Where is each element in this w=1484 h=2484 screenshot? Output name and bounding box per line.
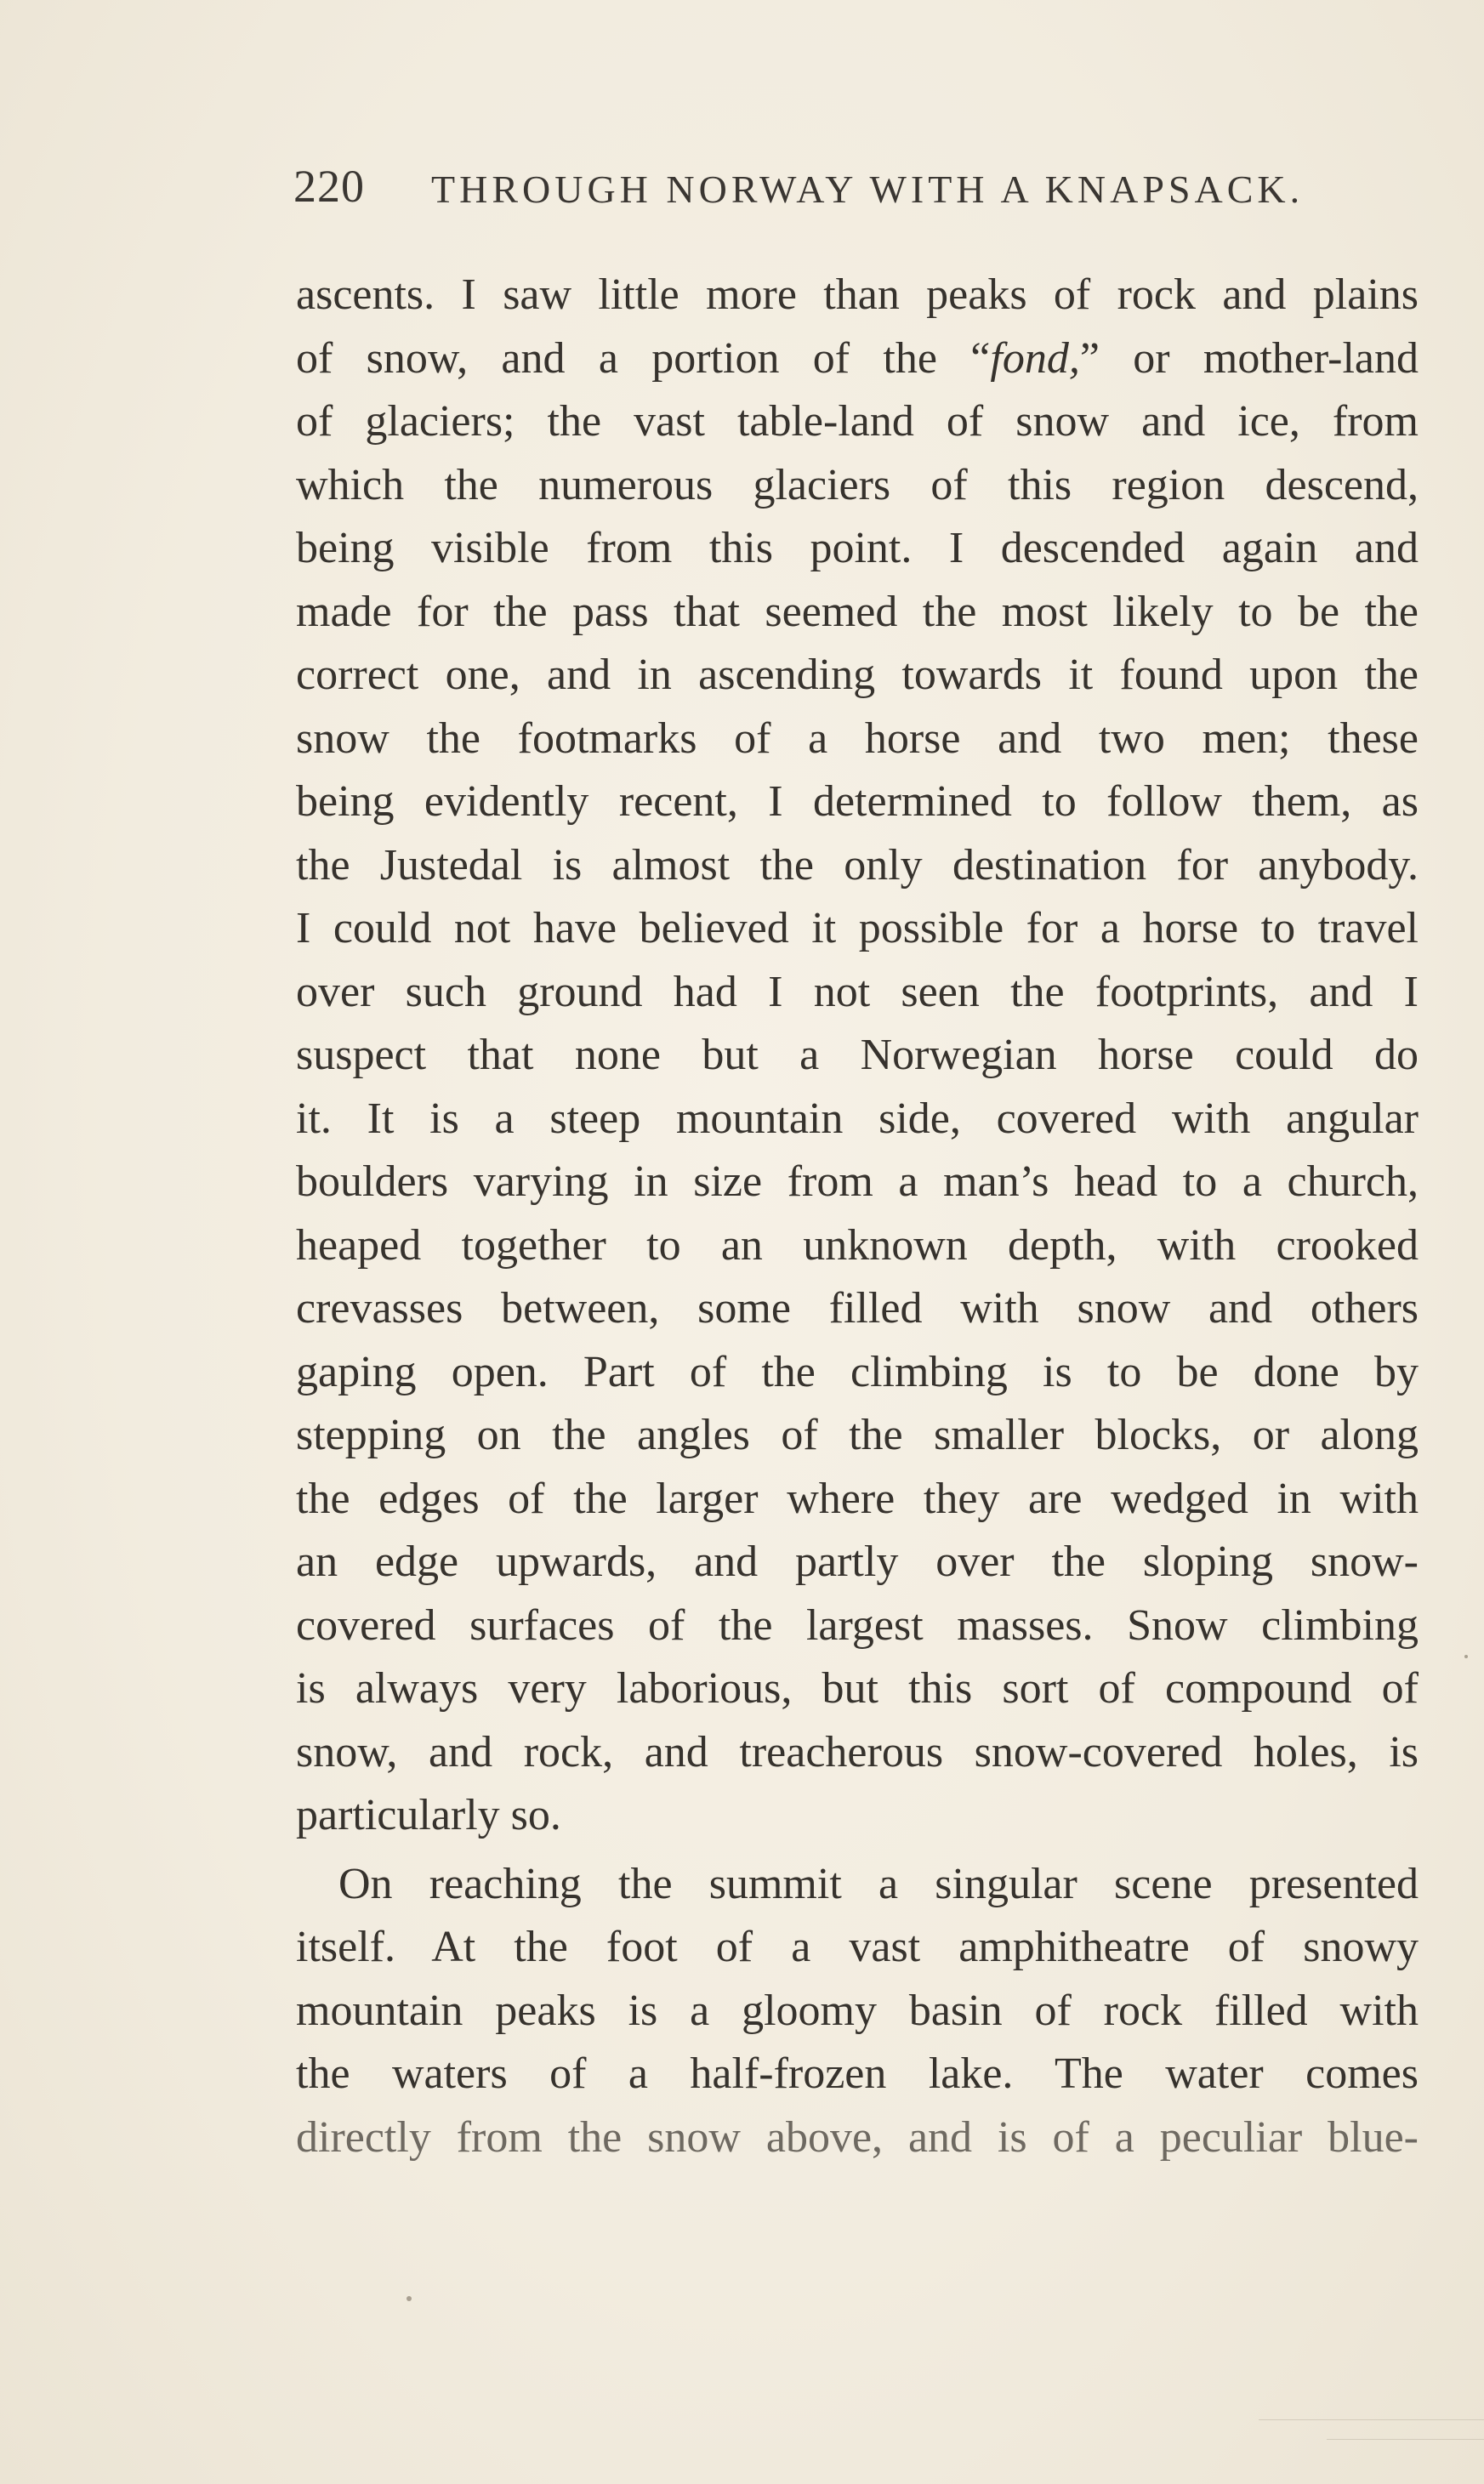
page-header xyxy=(293,160,1305,219)
text-line: snow, and rock, and treacherous snow-covered holes, is xyxy=(296,1727,1419,1776)
body-text xyxy=(296,264,1419,2169)
text-line: made for the pass that seemed the most likely to be the xyxy=(296,587,1419,636)
text-line: the Justedal is almost the only destination for anybody. xyxy=(296,840,1419,890)
text-line: ascents. I saw little more than peaks of rock and plains xyxy=(296,270,1419,319)
text-line: which the numerous glaciers of this region descend, xyxy=(296,460,1419,509)
text-line: an edge upwards, and partly over the sloping snow- xyxy=(296,1538,1419,1586)
text-line: covered surfaces of the largest masses. Snow climbing xyxy=(296,1600,1419,1650)
text-line: I could not have believed it possible for a horse to travel xyxy=(296,904,1419,952)
text-fragment: of snow, and a portion of the “ xyxy=(296,333,991,383)
text-line: On reaching the summit a singular scene presented xyxy=(338,1859,1419,1908)
text-line: the edges of the larger where they are wedged in with xyxy=(296,1474,1419,1523)
paper-speck xyxy=(1464,1655,1468,1658)
text-line: snow the footmarks of a horse and two men; these xyxy=(296,713,1419,763)
text-line: itself. At the foot of a vast amphitheatre of snowy xyxy=(296,1923,1419,1971)
text-line: over such ground had I not seen the footprints, and I xyxy=(296,967,1419,1016)
text-line: directly from the snow above, and is of a peculiar blue- xyxy=(296,2112,1419,2162)
text-line: boulders varying in size from a man’s head to a church, xyxy=(296,1157,1419,1206)
running-title: THROUGH NORWAY WITH A KNAPSACK. xyxy=(431,168,1305,211)
paper-edge-mark xyxy=(1259,2419,1484,2420)
text-line: being visible from this point. I descended again and xyxy=(296,524,1419,572)
text-line: stepping on the angles of the smaller blocks, or along xyxy=(296,1411,1419,1459)
text-line: gaping open. Part of the climbing is to be done by xyxy=(296,1347,1419,1396)
text-line: is always very laborious, but this sort of compound of xyxy=(296,1664,1419,1713)
text-line: particularly so. xyxy=(296,1791,561,1839)
text-line: correct one, and in ascending towards it found upon the xyxy=(296,651,1419,699)
paper-edge-mark xyxy=(1327,2439,1484,2440)
text-line: heaped together to an unknown depth, with crooked xyxy=(296,1220,1419,1270)
text-line: being evidently recent, I determined to follow them, as xyxy=(296,777,1419,826)
text-line: suspect that none but a Norwegian horse could do xyxy=(296,1031,1419,1079)
page-number: 220 xyxy=(293,161,365,212)
paper-speck xyxy=(407,2296,412,2301)
italic-word: fond, xyxy=(990,333,1080,383)
text-line: of glaciers; the vast table-land of snow and ice, from xyxy=(296,397,1419,446)
text-line: it. It is a steep mountain side, covered with angular xyxy=(296,1094,1419,1143)
text-line: crevasses between, some filled with snow and others xyxy=(296,1284,1419,1333)
text-fragment: ” or mother-land xyxy=(1079,333,1419,383)
text-line: the waters of a half-frozen lake. The water comes xyxy=(296,2049,1419,2098)
text-line: mountain peaks is a gloomy basin of rock filled with xyxy=(296,1986,1419,2035)
text-line xyxy=(296,327,1419,391)
